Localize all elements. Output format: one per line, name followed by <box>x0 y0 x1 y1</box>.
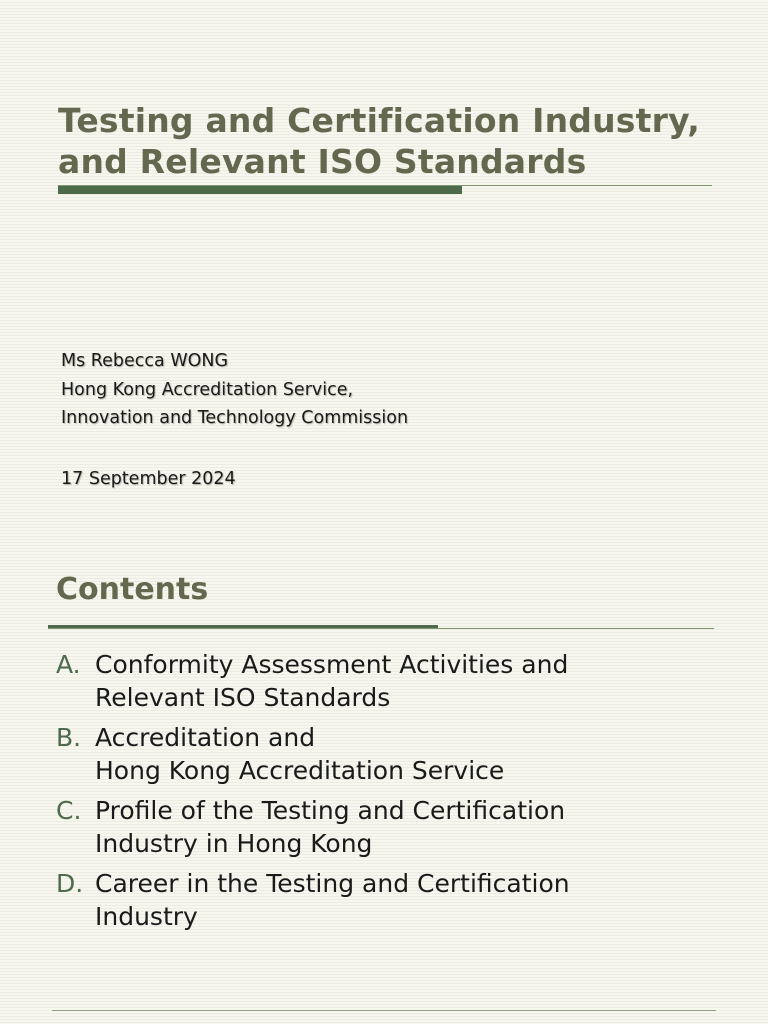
contents-item-line: Conformity Assessment Activities and <box>95 650 569 679</box>
contents-item-marker: A. <box>56 650 81 679</box>
presenter-org-line-2: Innovation and Technology Commission <box>61 408 409 428</box>
contents-list <box>56 648 746 940</box>
contents-item-text <box>95 648 568 714</box>
contents-item-line: Career in the Testing and Certification <box>95 869 570 898</box>
slide-title-line-1: Testing and Certification Industry, <box>58 101 700 140</box>
presenter-name: Ms Rebecca WONG <box>61 351 229 371</box>
contents-item-text <box>95 867 570 933</box>
slide-title <box>58 100 700 182</box>
slide-title-line-2: and Relevant ISO Standards <box>58 142 587 181</box>
footer-rule <box>52 1010 716 1011</box>
contents-item-line: Industry <box>95 902 198 931</box>
contents-underline-thin <box>48 628 714 629</box>
contents-item-line: Industry in Hong Kong <box>95 829 373 858</box>
contents-item-text <box>95 721 504 787</box>
contents-item-line: Relevant ISO Standards <box>95 683 391 712</box>
contents-title: Contents <box>56 572 209 607</box>
contents-item-line: Accreditation and <box>95 723 316 752</box>
presenter-org-line-1: Hong Kong Accreditation Service, <box>61 379 354 400</box>
contents-item-c <box>56 794 746 860</box>
contents-item-a <box>56 648 746 714</box>
contents-item-line: Profile of the Testing and Certification <box>95 796 566 825</box>
contents-item-marker: C. <box>56 796 82 825</box>
contents-slide <box>0 545 768 1024</box>
contents-item-line: Hong Kong Accreditation Service <box>95 756 505 785</box>
presenter-block <box>61 347 408 433</box>
presentation-date: 17 September 2024 <box>61 469 236 489</box>
title-underline-accent-bar <box>58 186 462 194</box>
contents-item-marker: D. <box>56 869 84 898</box>
contents-item-d <box>56 867 746 933</box>
contents-item-text <box>95 794 565 860</box>
contents-item-b <box>56 721 746 787</box>
contents-item-marker: B. <box>56 723 82 752</box>
